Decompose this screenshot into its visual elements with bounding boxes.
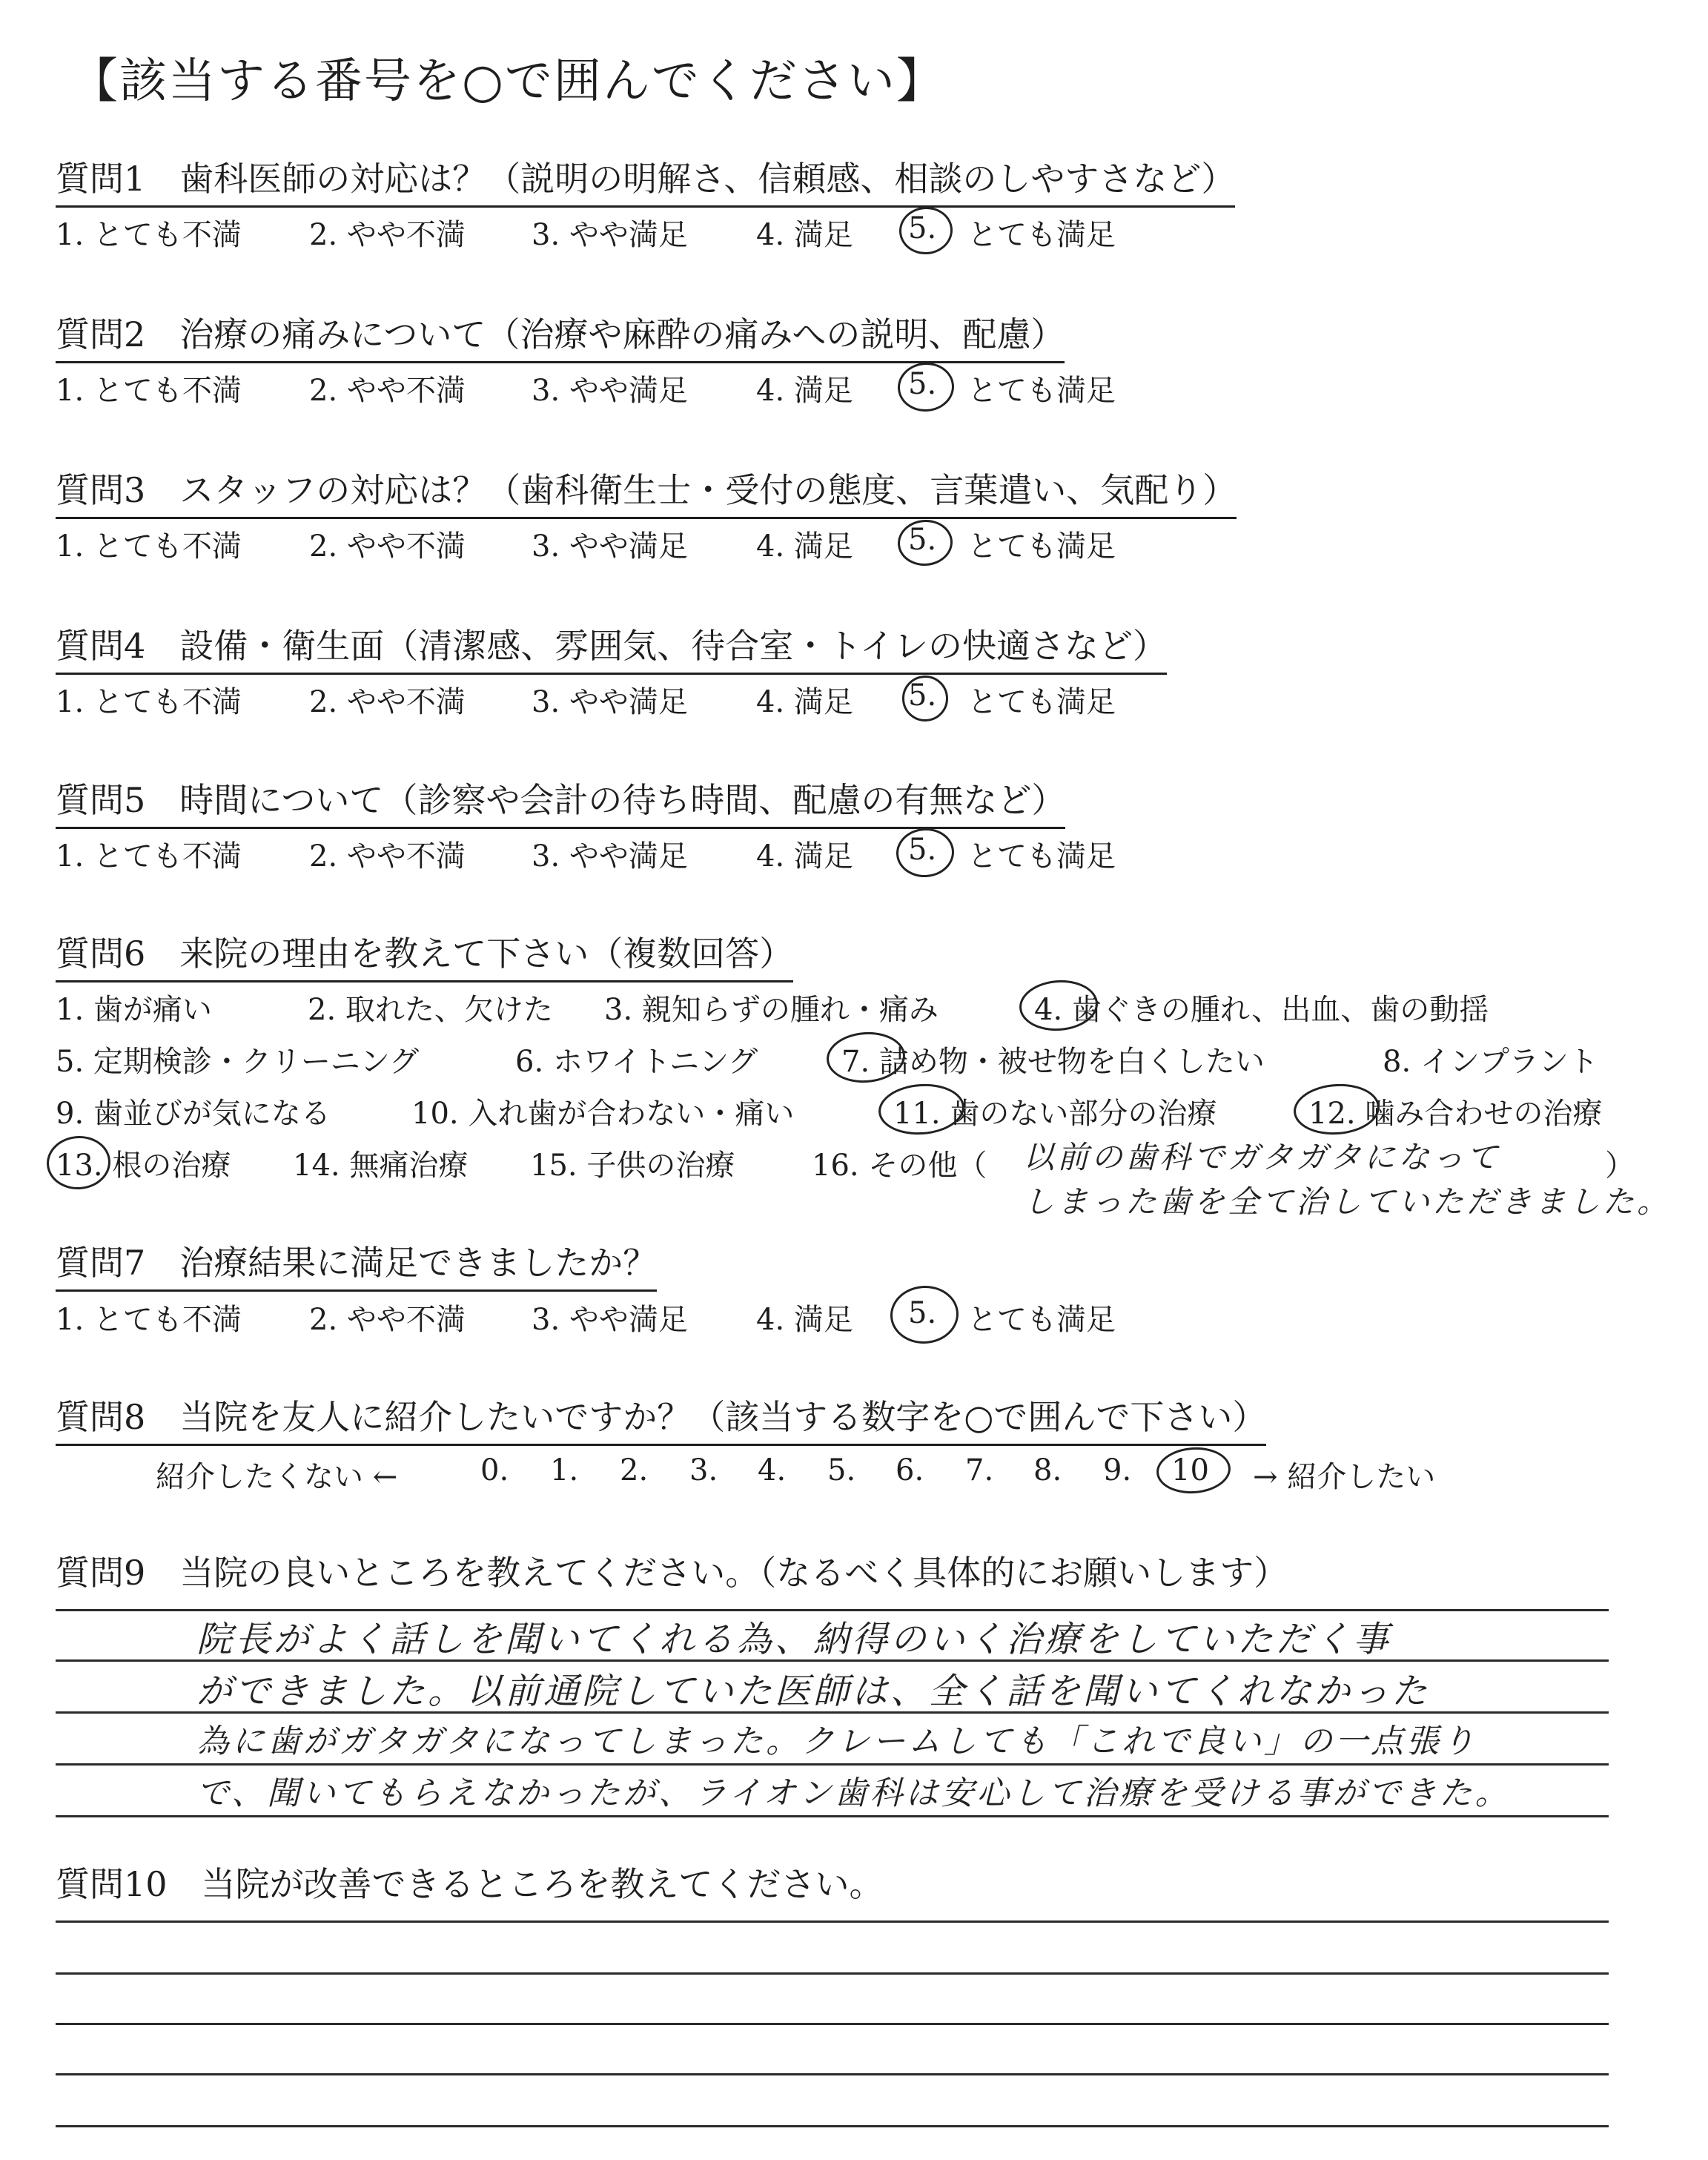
option-2[interactable]: 2. やや不満	[309, 218, 466, 252]
reason-option-5[interactable]: 5. 定期検診・クリーニング	[56, 1045, 420, 1079]
reason-option-2[interactable]: 2. 取れた、欠けた	[308, 993, 553, 1027]
option-1[interactable]: 1. とても不満	[56, 218, 242, 252]
scale-6[interactable]: 6.	[896, 1453, 924, 1487]
scale-9[interactable]: 9.	[1103, 1453, 1132, 1487]
option-3[interactable]: 3. やや満足	[532, 839, 688, 873]
question-1-options	[56, 211, 1168, 252]
scale-7[interactable]: 7.	[965, 1453, 994, 1487]
question-9-title: 質問9 当院の良いところを教えてください。（なるべく具体的にお願いします）	[56, 1553, 1288, 1593]
reason-option-11[interactable]: 11. 歯のない部分の治療	[893, 1097, 1217, 1131]
option-5[interactable]: 5.	[908, 367, 937, 401]
question-3-options	[56, 523, 1168, 564]
option-5-label: とても満足	[967, 374, 1116, 408]
option-5[interactable]: 5.	[908, 211, 937, 245]
option-3[interactable]: 3. やや満足	[532, 685, 688, 719]
question-7-title: 質問7 治療結果に満足できましたか？	[56, 1236, 657, 1292]
reason-option-13[interactable]: 13. 根の治療	[56, 1149, 231, 1183]
reason-option-12[interactable]: 12. 噛み合わせの治療	[1308, 1097, 1603, 1131]
option-2[interactable]: 2. やや不満	[309, 374, 466, 408]
reason-option-16[interactable]: 16. その他（	[812, 1149, 987, 1183]
other-close-paren: ）	[1605, 1149, 1635, 1183]
reason-option-4[interactable]: 4. 歯ぐきの腫れ、出血、歯の動揺	[1034, 993, 1489, 1027]
selected-circle	[895, 826, 956, 879]
option-3[interactable]: 3. やや満足	[532, 529, 688, 564]
option-2[interactable]: 2. やや不満	[309, 529, 466, 564]
reason-option-15[interactable]: 15. 子供の治療	[530, 1149, 735, 1183]
question-8-title: 質問8 当院を友人に紹介したいですか？（該当する数字を○で囲んで下さい）	[56, 1390, 1266, 1446]
scale-5[interactable]: 5.	[827, 1453, 856, 1487]
question-5-title: 質問5 時間について（診察や会計の待ち時間、配慮の有無など）	[56, 773, 1065, 829]
ruled-line	[56, 1972, 1609, 1975]
page-title: 【該当する番号を○で囲んでください】	[70, 54, 945, 109]
ruled-line	[56, 2073, 1609, 2075]
scale-left-label: 紹介したくない ←	[156, 1460, 398, 1494]
option-3[interactable]: 3. やや満足	[532, 1303, 688, 1337]
option-4[interactable]: 4. 満足	[756, 374, 853, 408]
scale-right-label: → 紹介したい	[1253, 1460, 1436, 1494]
question-6-title: 質問6 来院の理由を教えて下さい（複数回答）	[56, 927, 793, 982]
option-2[interactable]: 2. やや不満	[309, 1303, 466, 1337]
option-5-label: とても満足	[967, 529, 1116, 564]
option-2[interactable]: 2. やや不満	[309, 685, 466, 719]
other-answer-line-2: しまった歯を全て治していただきました。	[1023, 1183, 1672, 1220]
scale-1[interactable]: 1.	[550, 1453, 579, 1487]
option-5[interactable]: 5.	[908, 678, 937, 713]
reason-option-9[interactable]: 9. 歯並びが気になる	[56, 1097, 331, 1131]
option-4[interactable]: 4. 満足	[756, 529, 853, 564]
option-5[interactable]: 5.	[908, 833, 937, 867]
reason-option-3[interactable]: 3. 親知らずの腫れ・痛み	[604, 993, 939, 1027]
option-1[interactable]: 1. とても不満	[56, 685, 242, 719]
selected-circle	[1155, 1445, 1232, 1496]
option-4[interactable]: 4. 満足	[756, 218, 853, 252]
ruled-line	[56, 1815, 1609, 1817]
reason-option-1[interactable]: 1. 歯が痛い	[56, 993, 212, 1027]
selected-circle	[888, 1284, 960, 1346]
scale-2[interactable]: 2.	[620, 1453, 649, 1487]
answer-line-4: で、聞いてもらえなかったが、ライオン歯科は安心して治療を受ける事ができた。	[196, 1774, 1511, 1812]
ruled-line	[56, 2125, 1609, 2127]
question-10-title: 質問10 当院が改善できるところを教えてください。	[56, 1864, 884, 1904]
option-1[interactable]: 1. とても不満	[56, 1303, 242, 1337]
option-3[interactable]: 3. やや満足	[532, 218, 688, 252]
reason-option-14[interactable]: 14. 無痛治療	[293, 1149, 469, 1183]
selected-circle	[898, 205, 954, 257]
option-5-label: とても満足	[967, 218, 1116, 252]
question-8-scale	[156, 1453, 1564, 1494]
ruled-line	[56, 1763, 1609, 1766]
ruled-line	[56, 2023, 1609, 2025]
question-4-options	[56, 678, 1168, 719]
selected-circle	[896, 518, 954, 567]
option-1[interactable]: 1. とても不満	[56, 529, 242, 564]
selected-circle	[896, 360, 956, 413]
option-5[interactable]: 5.	[908, 523, 937, 557]
scale-3[interactable]: 3.	[689, 1453, 718, 1487]
question-3-title: 質問3 スタッフの対応は？（歯科衛生士・受付の態度、言葉遣い、気配り）	[56, 463, 1237, 519]
option-5-label: とても満足	[967, 1303, 1116, 1337]
question-9-answer-area	[56, 1594, 1609, 1832]
question-5-options	[56, 833, 1168, 873]
question-7-options	[56, 1296, 1168, 1337]
answer-line-1: 院長がよく話しを聞いてくれる為、納得のいく治療をしていただく事	[196, 1619, 1392, 1660]
question-6-row-1	[56, 986, 1687, 1027]
reason-option-8[interactable]: 8. インプラント	[1383, 1045, 1598, 1079]
answer-line-2: ができました。以前通院していた医師は、全く話を聞いてくれなかった	[196, 1671, 1431, 1712]
option-2[interactable]: 2. やや不満	[309, 839, 466, 873]
scale-8[interactable]: 8.	[1033, 1453, 1062, 1487]
scale-4[interactable]: 4.	[758, 1453, 787, 1487]
option-5-label: とても満足	[967, 685, 1116, 719]
reason-option-6[interactable]: 6. ホワイトニング	[515, 1045, 758, 1079]
question-6-row-2	[56, 1038, 1687, 1079]
option-4[interactable]: 4. 満足	[756, 685, 853, 719]
scale-10[interactable]: 10	[1171, 1453, 1209, 1487]
answer-line-3: 為に歯がガタガタになってしまった。クレームしても「これで良い」の一点張り	[196, 1723, 1477, 1760]
other-answer-line-1: 以前の歯科でガタガタになって	[1023, 1139, 1501, 1175]
reason-option-10[interactable]: 10. 入れ歯が合わない・痛い	[411, 1097, 795, 1131]
question-6-row-3	[56, 1090, 1687, 1131]
question-2-options	[56, 367, 1168, 408]
scale-0[interactable]: 0.	[480, 1453, 509, 1487]
option-5[interactable]: 5.	[908, 1296, 937, 1330]
option-3[interactable]: 3. やや満足	[532, 374, 688, 408]
question-2-title: 質問2 治療の痛みについて（治療や麻酔の痛みへの説明、配慮）	[56, 308, 1065, 363]
option-4[interactable]: 4. 満足	[756, 839, 853, 873]
option-1[interactable]: 1. とても不満	[56, 839, 242, 873]
reason-option-7[interactable]: 7. 詰め物・被せ物を白くしたい	[841, 1045, 1265, 1079]
option-4[interactable]: 4. 満足	[756, 1303, 853, 1337]
question-4-title: 質問4 設備・衛生面（清潔感、雰囲気、待合室・トイレの快適さなど）	[56, 619, 1167, 675]
question-1-title: 質問1 歯科医師の対応は？（説明の明解さ、信頼感、相談のしやすさなど）	[56, 152, 1235, 208]
option-5-label: とても満足	[967, 839, 1116, 873]
ruled-line	[56, 1920, 1609, 1923]
option-1[interactable]: 1. とても不満	[56, 374, 242, 408]
